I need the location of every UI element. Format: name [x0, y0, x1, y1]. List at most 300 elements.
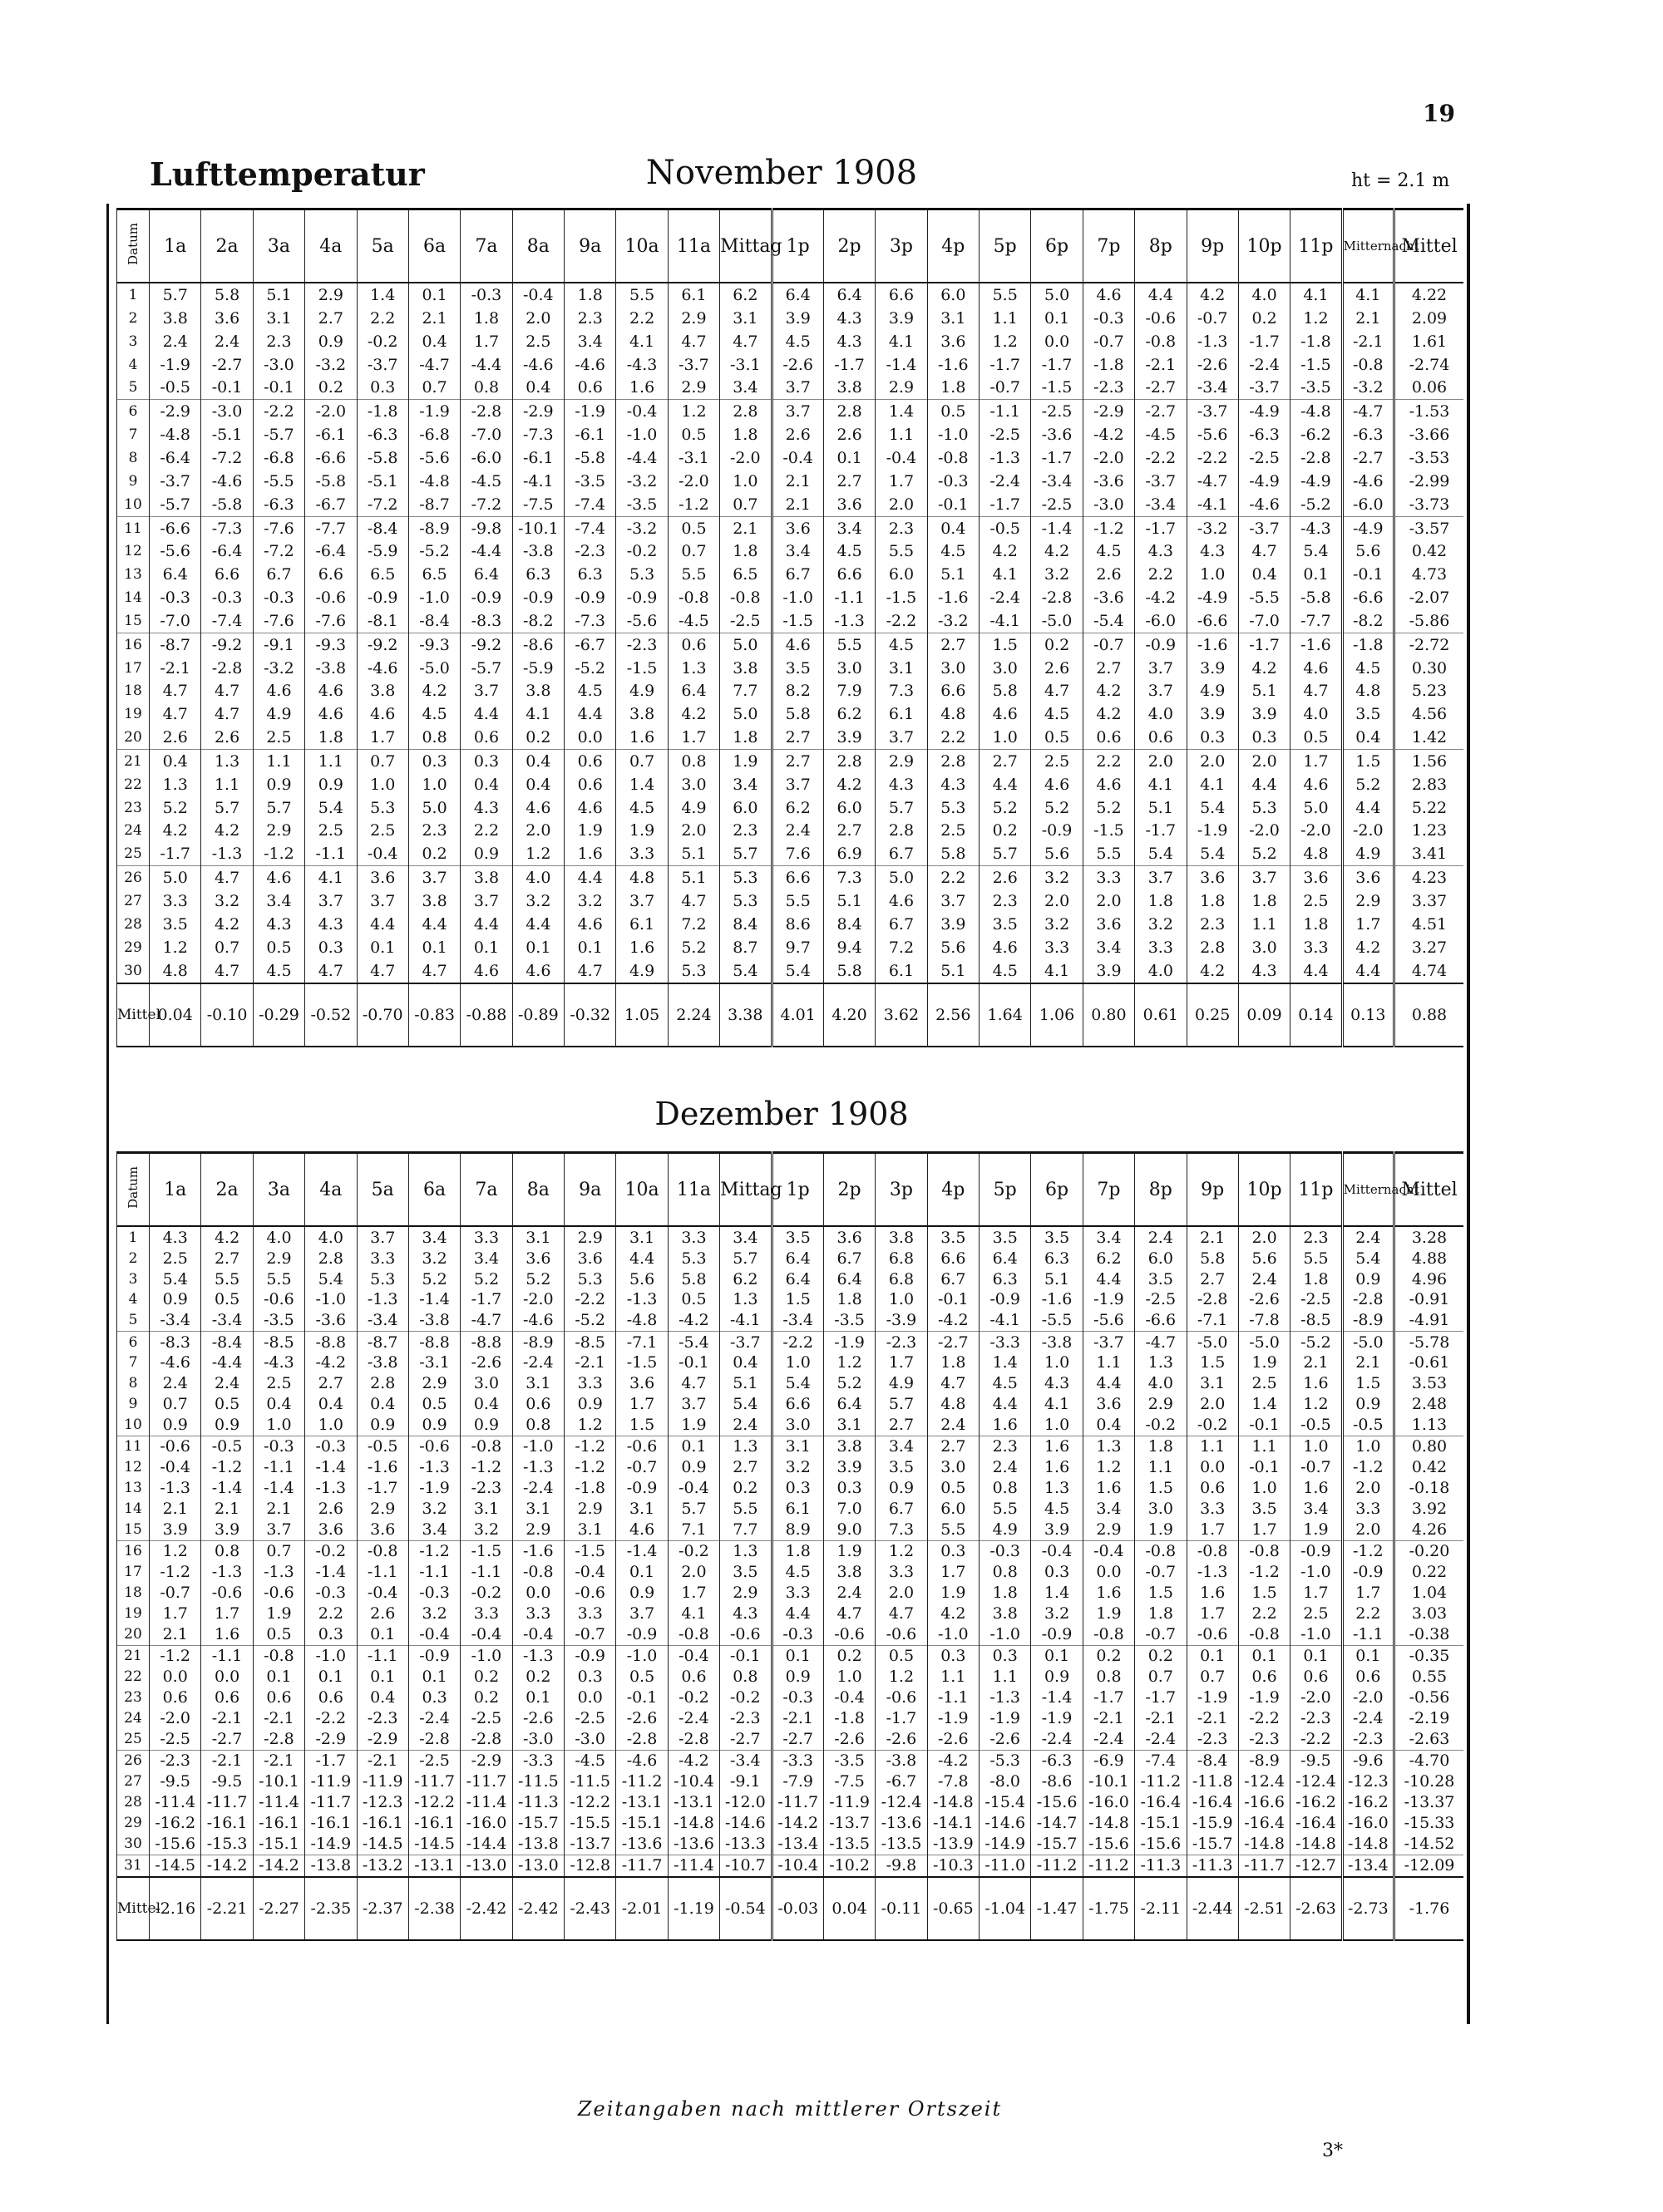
value-cell: 6.2	[823, 702, 875, 726]
value-cell: -0.1	[927, 1289, 979, 1310]
value-cell: 0.6	[1290, 1667, 1342, 1687]
value-cell: 2.0	[1187, 750, 1238, 773]
value-cell: -2.6	[980, 1729, 1031, 1751]
value-cell: 0.4	[357, 1394, 408, 1415]
value-cell: 0.5	[927, 1478, 979, 1499]
value-cell: -1.3	[512, 1645, 564, 1667]
value-cell: -1.0	[616, 1645, 668, 1667]
mean-cell: 4.74	[1394, 959, 1464, 983]
day-cell: 23	[117, 1687, 150, 1708]
value-cell: -14.5	[357, 1834, 408, 1855]
value-cell: 6.4	[823, 283, 875, 307]
value-cell: 2.3	[408, 820, 460, 843]
value-cell: 1.6	[1290, 1373, 1342, 1394]
table-row	[117, 307, 1464, 330]
value-cell: -15.6	[1031, 1792, 1083, 1813]
value-cell: 1.1	[305, 750, 357, 773]
value-cell: 2.4	[823, 1583, 875, 1604]
value-cell: -5.4	[668, 1331, 719, 1352]
value-cell: 1.0	[876, 1289, 927, 1310]
value-cell: 4.7	[1031, 680, 1083, 703]
value-cell: -5.0	[1031, 609, 1083, 633]
value-cell: -9.2	[461, 633, 512, 656]
value-cell: 3.4	[408, 1226, 460, 1248]
value-cell: -1.1	[823, 586, 875, 609]
value-cell: -13.0	[512, 1855, 564, 1877]
day-cell: 26	[117, 866, 150, 889]
value-cell: 0.7	[616, 750, 668, 773]
value-cell: -0.4	[823, 1687, 875, 1708]
value-cell: -15.6	[1135, 1834, 1187, 1855]
value-cell: 3.5	[980, 1226, 1031, 1248]
value-cell: 3.0	[927, 1457, 979, 1478]
mean-cell: 1.56	[1394, 750, 1464, 773]
value-cell: -14.2	[201, 1855, 253, 1877]
value-cell: -4.6	[201, 470, 253, 493]
value-cell: 4.8	[927, 1394, 979, 1415]
value-cell: -2.4	[980, 470, 1031, 493]
value-cell: 5.8	[201, 283, 253, 307]
value-cell: -1.4	[253, 1478, 304, 1499]
value-cell: 3.6	[1187, 866, 1238, 889]
value-cell: 3.8	[980, 1604, 1031, 1624]
value-cell: 0.6	[1238, 1667, 1290, 1687]
value-cell: 4.2	[1342, 936, 1394, 959]
value-cell: 5.1	[1031, 1269, 1083, 1289]
value-cell: 6.6	[823, 563, 875, 586]
value-cell: -7.3	[201, 516, 253, 539]
value-cell: -3.5	[565, 470, 616, 493]
mean-cell: -13.37	[1394, 1792, 1464, 1813]
value-cell: -0.1	[1342, 563, 1394, 586]
value-cell: -10.1	[1083, 1771, 1134, 1792]
value-cell: -6.7	[305, 493, 357, 516]
value-cell: 6.7	[927, 1269, 979, 1289]
value-cell: -14.8	[927, 1792, 979, 1813]
value-cell: 1.2	[150, 936, 201, 959]
mean-cell: 3.41	[1394, 842, 1464, 865]
value-cell: 2.9	[1135, 1394, 1187, 1415]
value-cell: 0.4	[1342, 726, 1394, 749]
value-cell: 2.1	[201, 1499, 253, 1520]
value-cell: 1.9	[253, 1604, 304, 1624]
value-cell: -13.4	[1342, 1855, 1394, 1877]
value-cell: -0.4	[772, 446, 823, 470]
value-cell: 5.0	[1031, 283, 1083, 307]
value-cell: 4.4	[1238, 773, 1290, 796]
day-cell: 15	[117, 609, 150, 633]
value-cell: 7.1	[668, 1520, 719, 1541]
value-cell: 3.5	[720, 1562, 772, 1583]
value-cell: 2.2	[357, 307, 408, 330]
value-cell: 4.2	[1031, 540, 1083, 564]
value-cell: 2.0	[512, 820, 564, 843]
value-cell: 0.9	[616, 1583, 668, 1604]
value-cell: 4.1	[668, 1604, 719, 1624]
value-cell: 5.3	[565, 1269, 616, 1289]
value-cell: -0.9	[1290, 1540, 1342, 1562]
value-cell: -1.7	[823, 353, 875, 377]
table-row	[117, 1436, 1464, 1457]
value-cell: -1.3	[253, 1562, 304, 1583]
value-cell: 0.1	[357, 1667, 408, 1687]
mean-value: 0.80	[1083, 983, 1134, 1047]
value-cell: -0.6	[150, 1436, 201, 1457]
value-cell: -10.2	[823, 1855, 875, 1877]
value-cell: 4.3	[1187, 540, 1238, 564]
value-cell: 3.5	[772, 657, 823, 680]
value-cell: -4.6	[565, 353, 616, 377]
value-cell: 3.1	[512, 1373, 564, 1394]
mean-cell: -15.33	[1394, 1813, 1464, 1834]
value-cell: -0.9	[616, 1624, 668, 1646]
value-cell: 2.1	[1342, 1352, 1394, 1373]
value-cell: 0.4	[253, 1394, 304, 1415]
value-cell: -0.9	[1342, 1562, 1394, 1583]
value-cell: 1.9	[823, 1540, 875, 1562]
value-cell: 3.1	[512, 1226, 564, 1248]
value-cell: -2.2	[305, 1708, 357, 1729]
value-cell: 2.0	[876, 1583, 927, 1604]
value-cell: -5.8	[201, 493, 253, 516]
value-cell: -1.6	[1031, 1289, 1083, 1310]
value-cell: 1.3	[1083, 1436, 1134, 1457]
value-cell: 3.6	[772, 516, 823, 539]
value-cell: -2.8	[1031, 586, 1083, 609]
value-cell: -1.2	[1342, 1457, 1394, 1478]
value-cell: 3.6	[1342, 866, 1394, 889]
value-cell: 3.5	[1135, 1269, 1187, 1289]
value-cell: -7.0	[150, 609, 201, 633]
day-cell: 14	[117, 586, 150, 609]
mean-value: 1.05	[616, 983, 668, 1047]
value-cell: 4.5	[927, 540, 979, 564]
value-cell: -11.3	[1135, 1855, 1187, 1877]
mean-cell: 1.23	[1394, 820, 1464, 843]
value-cell: 3.3	[668, 1226, 719, 1248]
value-cell: 3.1	[512, 1499, 564, 1520]
value-cell: -3.7	[1238, 516, 1290, 539]
value-cell: 5.2	[980, 796, 1031, 820]
value-cell: 9.0	[823, 1520, 875, 1541]
value-cell: 5.5	[668, 563, 719, 586]
value-cell: -0.4	[668, 1478, 719, 1499]
value-cell: -1.6	[1187, 633, 1238, 656]
day-cell: 7	[117, 1352, 150, 1373]
value-cell: -16.0	[461, 1813, 512, 1834]
value-cell: -2.7	[1342, 446, 1394, 470]
value-cell: -1.2	[565, 1436, 616, 1457]
value-cell: -9.8	[876, 1855, 927, 1877]
value-cell: 3.2	[461, 1520, 512, 1541]
header-col: 10a	[616, 1153, 668, 1227]
mean-value: -0.52	[305, 983, 357, 1047]
table-row	[117, 563, 1464, 586]
value-cell: -1.4	[305, 1562, 357, 1583]
value-cell: -8.4	[201, 1331, 253, 1352]
mean-cell: -14.52	[1394, 1834, 1464, 1855]
value-cell: 3.5	[927, 1226, 979, 1248]
value-cell: 2.3	[1187, 913, 1238, 936]
mean-value: -0.11	[876, 1877, 927, 1940]
value-cell: 4.7	[150, 680, 201, 703]
value-cell: -1.0	[927, 423, 979, 446]
left-border	[106, 204, 109, 2024]
mean-value: -0.54	[720, 1877, 772, 1940]
value-cell: 0.2	[408, 842, 460, 865]
value-cell: 2.1	[150, 1499, 201, 1520]
value-cell: -1.5	[616, 1352, 668, 1373]
value-cell: -0.8	[668, 586, 719, 609]
day-cell: 1	[117, 1226, 150, 1248]
value-cell: -5.7	[150, 493, 201, 516]
value-cell: -6.4	[201, 540, 253, 564]
value-cell: 0.5	[201, 1289, 253, 1310]
value-cell: 4.6	[1290, 657, 1342, 680]
value-cell: -0.4	[357, 842, 408, 865]
value-cell: -2.2	[876, 609, 927, 633]
value-cell: 4.6	[253, 866, 304, 889]
value-cell: 8.4	[823, 913, 875, 936]
value-cell: -11.4	[668, 1855, 719, 1877]
value-cell: -12.8	[565, 1855, 616, 1877]
day-cell: 30	[117, 1834, 150, 1855]
header-col: 9p	[1187, 209, 1238, 283]
value-cell: -2.2	[1238, 1708, 1290, 1729]
value-cell: -1.9	[980, 1708, 1031, 1729]
value-cell: -2.8	[461, 1729, 512, 1751]
value-cell: 0.0	[565, 726, 616, 749]
header-col: 8a	[512, 1153, 564, 1227]
value-cell: -2.3	[1238, 1729, 1290, 1751]
value-cell: 0.1	[253, 1667, 304, 1687]
table-row	[117, 1708, 1464, 1729]
mean-cell: -10.28	[1394, 1771, 1464, 1792]
mean-value: -2.21	[201, 1877, 253, 1940]
mean-value: 2.24	[668, 983, 719, 1047]
mean-value: -2.63	[1290, 1877, 1342, 1940]
value-cell: -6.7	[565, 633, 616, 656]
value-cell: 5.5	[1083, 842, 1134, 865]
mean-cell: -0.91	[1394, 1289, 1464, 1310]
table-row	[117, 726, 1464, 749]
value-cell: 5.0	[408, 796, 460, 820]
value-cell: 6.0	[823, 796, 875, 820]
value-cell: 5.2	[150, 796, 201, 820]
day-cell: 23	[117, 796, 150, 820]
table-row	[117, 1792, 1464, 1813]
value-cell: 1.1	[201, 773, 253, 796]
value-cell: -1.8	[1342, 633, 1394, 656]
value-cell: -2.4	[408, 1708, 460, 1729]
header-col: 7a	[461, 1153, 512, 1227]
mean-value: -1.47	[1031, 1877, 1083, 1940]
value-cell: 2.0	[1342, 1520, 1394, 1541]
value-cell: 0.4	[408, 330, 460, 353]
value-cell: -16.4	[1135, 1792, 1187, 1813]
mean-cell: 4.96	[1394, 1269, 1464, 1289]
value-cell: -14.2	[772, 1813, 823, 1834]
value-cell: 3.2	[772, 1457, 823, 1478]
value-cell: -1.9	[150, 353, 201, 377]
value-cell: -1.0	[305, 1289, 357, 1310]
value-cell: 0.0	[1187, 1457, 1238, 1478]
value-cell: 4.4	[1342, 796, 1394, 820]
value-cell: 4.7	[201, 680, 253, 703]
value-cell: -1.2	[1238, 1562, 1290, 1583]
value-cell: 2.4	[1135, 1226, 1187, 1248]
value-cell: 3.7	[616, 1604, 668, 1624]
value-cell: -8.7	[150, 633, 201, 656]
value-cell: -5.0	[1238, 1331, 1290, 1352]
value-cell: 0.9	[772, 1667, 823, 1687]
mean-cell: -2.74	[1394, 353, 1464, 377]
value-cell: -0.8	[668, 1624, 719, 1646]
mean-cell: -0.56	[1394, 1687, 1464, 1708]
value-cell: -1.4	[201, 1478, 253, 1499]
value-cell: 5.4	[305, 796, 357, 820]
value-cell: -3.7	[1083, 1331, 1134, 1352]
mean-cell: -0.38	[1394, 1624, 1464, 1646]
value-cell: -6.1	[565, 423, 616, 446]
value-cell: -1.4	[616, 1540, 668, 1562]
value-cell: 7.0	[823, 1499, 875, 1520]
table-row	[117, 1415, 1464, 1436]
value-cell: 1.7	[668, 1583, 719, 1604]
value-cell: 5.3	[357, 1269, 408, 1289]
header-col: Mittag	[720, 209, 772, 283]
value-cell: -16.2	[1342, 1792, 1394, 1813]
value-cell: 5.3	[668, 1248, 719, 1269]
value-cell: -5.0	[1187, 1331, 1238, 1352]
value-cell: -1.0	[305, 1645, 357, 1667]
header-col: 11p	[1290, 1153, 1342, 1227]
value-cell: 1.6	[1187, 1583, 1238, 1604]
value-cell: 4.7	[927, 1373, 979, 1394]
value-cell: -11.2	[1135, 1771, 1187, 1792]
value-cell: -11.3	[1187, 1855, 1238, 1877]
header-col: 4p	[927, 1153, 979, 1227]
value-cell: 0.1	[408, 936, 460, 959]
value-cell: 5.2	[823, 1373, 875, 1394]
day-cell: 16	[117, 633, 150, 656]
value-cell: 1.7	[201, 1604, 253, 1624]
value-cell: 1.8	[980, 1583, 1031, 1604]
day-cell: 26	[117, 1750, 150, 1771]
value-cell: 6.0	[720, 796, 772, 820]
value-cell: -4.9	[1238, 470, 1290, 493]
value-cell: -2.0	[1290, 1687, 1342, 1708]
mean-cell: 4.23	[1394, 866, 1464, 889]
value-cell: -1.9	[927, 1708, 979, 1729]
value-cell: -0.9	[461, 586, 512, 609]
value-cell: 1.0	[1238, 1478, 1290, 1499]
mean-value: -1.76	[1394, 1877, 1464, 1940]
value-cell: -1.1	[980, 400, 1031, 423]
value-cell: 2.7	[876, 1415, 927, 1436]
value-cell: -4.6	[512, 353, 564, 377]
value-cell: 1.7	[616, 1394, 668, 1415]
value-cell: 2.4	[720, 1415, 772, 1436]
value-cell: -11.9	[305, 1771, 357, 1792]
value-cell: -4.5	[668, 609, 719, 633]
value-cell: -1.1	[461, 1562, 512, 1583]
value-cell: 2.5	[927, 820, 979, 843]
value-cell: -0.4	[461, 1624, 512, 1646]
value-cell: 2.3	[876, 516, 927, 539]
value-cell: -4.2	[1083, 423, 1134, 446]
value-cell: -11.7	[1238, 1855, 1290, 1877]
value-cell: -1.1	[408, 1562, 460, 1583]
value-cell: -3.2	[616, 516, 668, 539]
value-cell: 4.1	[980, 563, 1031, 586]
value-cell: -0.4	[150, 1457, 201, 1478]
value-cell: -3.0	[512, 1729, 564, 1751]
value-cell: 6.7	[876, 842, 927, 865]
value-cell: 4.7	[150, 702, 201, 726]
header-row	[117, 209, 1464, 283]
value-cell: 0.9	[357, 1415, 408, 1436]
value-cell: -1.9	[1187, 1687, 1238, 1708]
value-cell: 0.1	[1290, 1645, 1342, 1667]
value-cell: 0.0	[1031, 330, 1083, 353]
value-cell: 4.7	[720, 330, 772, 353]
value-cell: 3.4	[772, 540, 823, 564]
mean-cell: 2.48	[1394, 1394, 1464, 1415]
value-cell: -0.4	[1031, 1540, 1083, 1562]
value-cell: -2.4	[980, 586, 1031, 609]
value-cell: 2.4	[201, 330, 253, 353]
value-cell: 3.6	[616, 1373, 668, 1394]
value-cell: 2.0	[1135, 750, 1187, 773]
day-cell: 29	[117, 1813, 150, 1834]
value-cell: 7.9	[823, 680, 875, 703]
mean-value: 0.04	[150, 983, 201, 1047]
value-cell: 1.3	[201, 750, 253, 773]
value-cell: -5.6	[1083, 1310, 1134, 1332]
value-cell: 6.4	[772, 283, 823, 307]
value-cell: 8.2	[772, 680, 823, 703]
value-cell: -1.8	[357, 400, 408, 423]
value-cell: -13.6	[876, 1813, 927, 1834]
value-cell: 4.7	[201, 959, 253, 983]
value-cell: -11.2	[616, 1771, 668, 1792]
mean-value: -2.44	[1187, 1877, 1238, 1940]
value-cell: 5.4	[772, 959, 823, 983]
value-cell: -3.7	[668, 353, 719, 377]
value-cell: 5.7	[720, 1248, 772, 1269]
value-cell: 4.4	[980, 1394, 1031, 1415]
value-cell: 1.0	[1342, 1436, 1394, 1457]
value-cell: -0.4	[357, 1583, 408, 1604]
value-cell: -0.8	[1187, 1540, 1238, 1562]
value-cell: 3.1	[253, 307, 304, 330]
value-cell: -6.6	[150, 516, 201, 539]
value-cell: -2.8	[1342, 1289, 1394, 1310]
value-cell: 1.4	[1031, 1583, 1083, 1604]
value-cell: -0.7	[150, 1583, 201, 1604]
value-cell: -1.2	[1342, 1540, 1394, 1562]
value-cell: -8.5	[565, 1331, 616, 1352]
value-cell: 1.1	[876, 423, 927, 446]
value-cell: -2.2	[1135, 446, 1187, 470]
value-cell: -14.9	[305, 1834, 357, 1855]
value-cell: -0.4	[668, 1645, 719, 1667]
value-cell: -2.0	[1238, 820, 1290, 843]
value-cell: 3.2	[1031, 913, 1083, 936]
value-cell: -1.3	[823, 609, 875, 633]
value-cell: 1.6	[980, 1415, 1031, 1436]
